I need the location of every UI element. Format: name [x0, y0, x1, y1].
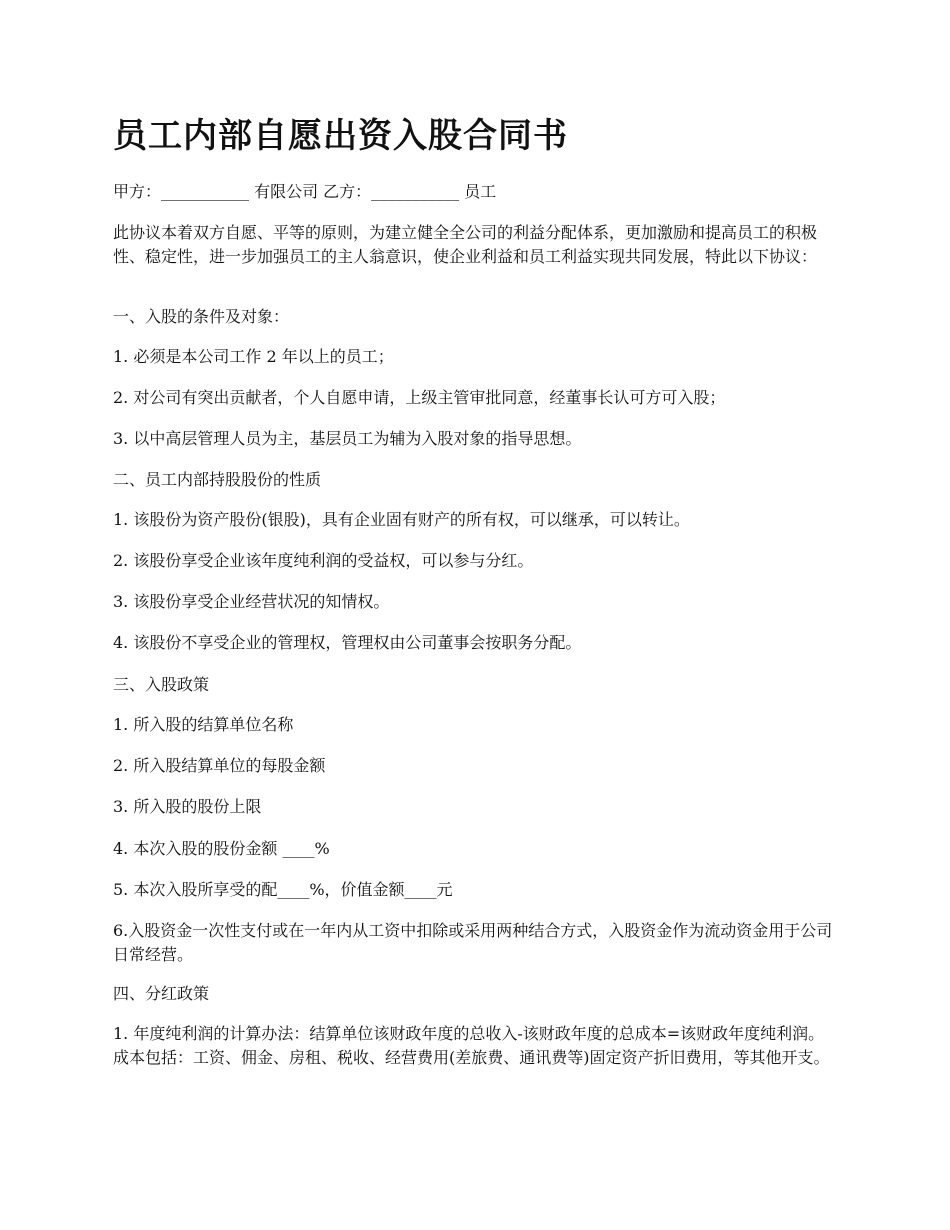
parties-line: 甲方：___________ 有限公司 乙方：___________ 员工 — [113, 182, 497, 201]
section-3-item-6: 6.入股资金一次性支付或在一年内从工资中扣除或采用两种结合方式，入股资金作为流动资金用于公司日常经营。 — [113, 921, 833, 964]
section-2-item-3: 3. 该股份享受企业经营状况的知情权。 — [113, 592, 390, 611]
intro-paragraph: 此协议本着双方自愿、平等的原则，为建立健全全公司的利益分配体系，更加激励和提高员工的积极性、稳定性，进一步加强员工的主人翁意识，使企业利益和员工利益实现共同发展，特此以下协议： — [113, 223, 818, 266]
section-4-heading: 四、分红政策 — [113, 984, 210, 1003]
section-3-heading: 三、入股政策 — [113, 675, 210, 694]
section-1-item-3: 3. 以中高层管理人员为主，基层员工为辅为入股对象的指导思想。 — [113, 429, 582, 448]
section-2-heading: 二、员工内部持股股份的性质 — [113, 470, 322, 489]
section-3-item-5: 5. 本次入股所享受的配____%，价值金额____元 — [113, 880, 453, 899]
document-title: 员工内部自愿出资入股合同书 — [113, 116, 568, 156]
section-1-heading: 一、入股的条件及对象： — [113, 307, 290, 326]
section-2-item-1: 1. 该股份为资产股份(银股)，具有企业固有财产的所有权，可以继承，可以转让。 — [113, 510, 690, 529]
section-1-item-1: 1. 必须是本公司工作 2 年以上的员工； — [113, 347, 394, 366]
section-3-item-3: 3. 所入股的股份上限 — [113, 797, 262, 816]
section-3-item-4: 4. 本次入股的股份金额 ____% — [113, 839, 330, 858]
section-4-item-1: 1. 年度纯利润的计算办法：结算单位该财政年度的总收入-该财政年度的总成本=该财政年度纯利润。成本包括：工资、佣金、房租、税收、经营费用(差旅费、通讯费等)固定资产折旧费用，等其他开支。 — [113, 1024, 830, 1067]
section-3-item-2: 2. 所入股结算单位的每股金额 — [113, 756, 326, 775]
section-2-item-2: 2. 该股份享受企业该年度纯利润的受益权，可以参与分红。 — [113, 551, 534, 570]
section-2-item-4: 4. 该股份不享受企业的管理权，管理权由公司董事会按职务分配。 — [113, 633, 582, 652]
section-3-item-1: 1. 所入股的结算单位名称 — [113, 715, 294, 734]
section-1-item-2: 2. 对公司有突出贡献者，个人自愿申请，上级主管审批同意，经董事长认可方可入股； — [113, 388, 726, 407]
